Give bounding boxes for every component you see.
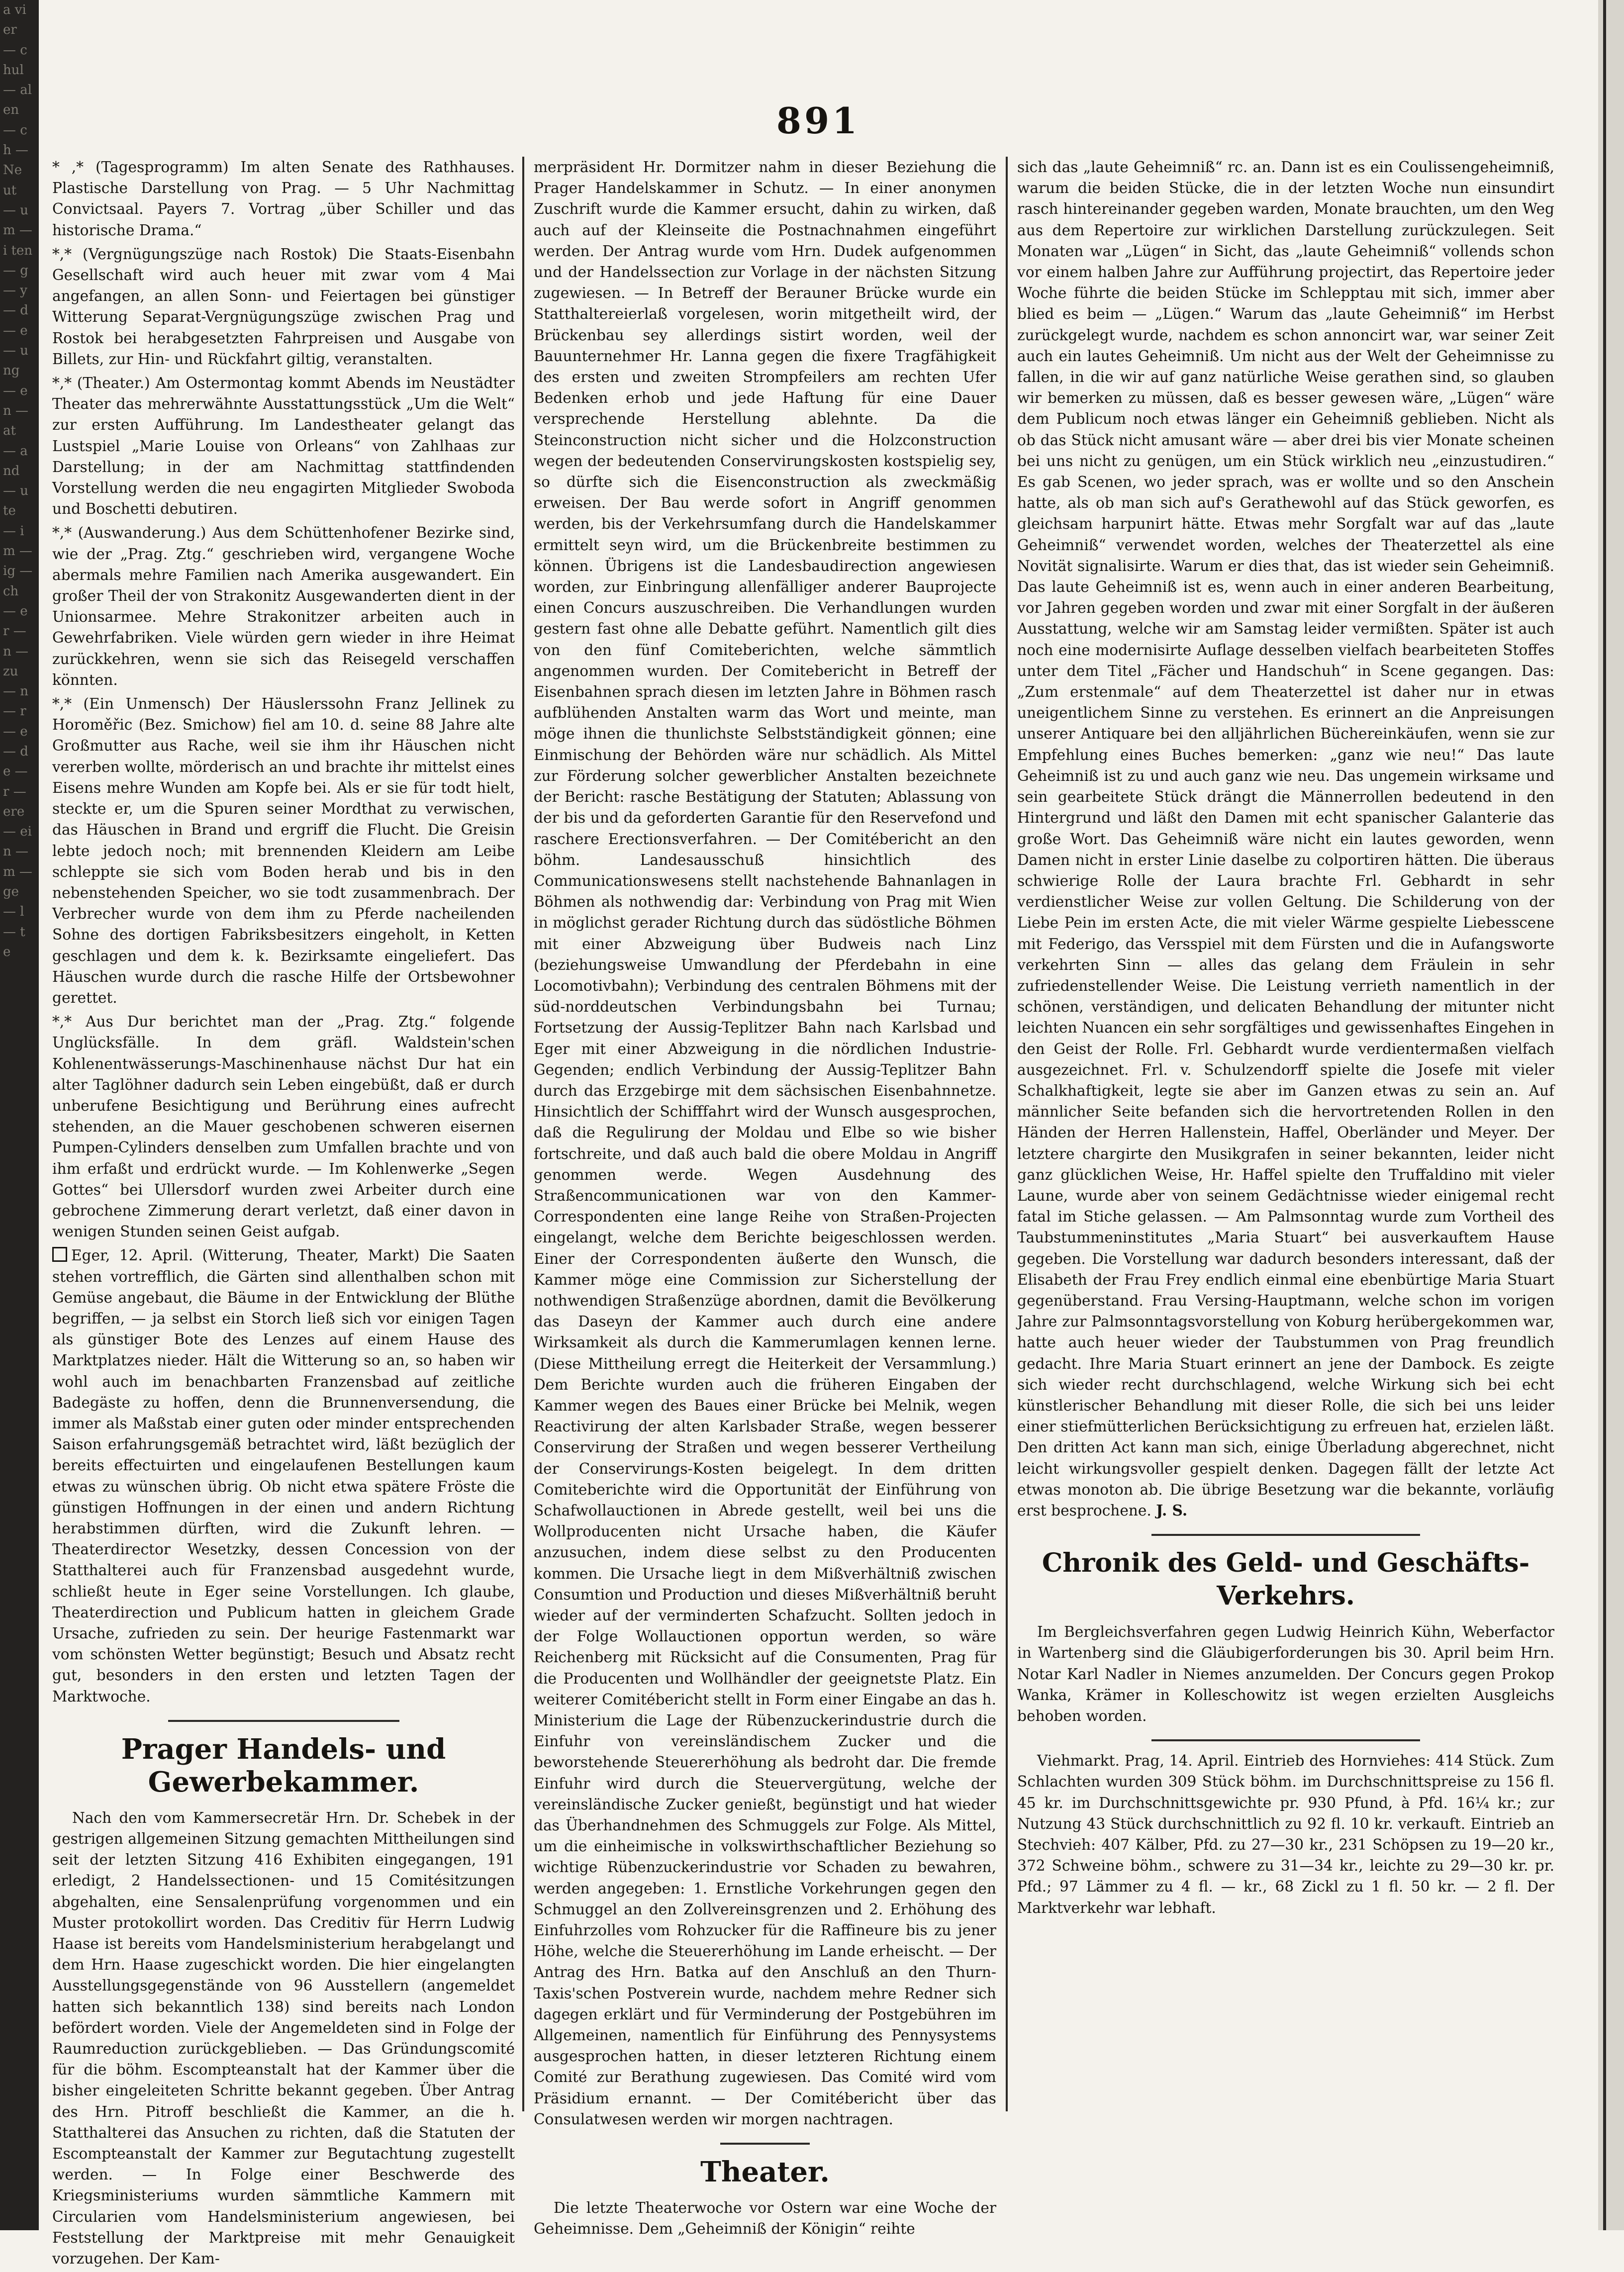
- column-2: [534, 157, 996, 2243]
- section-divider: [168, 1720, 399, 1722]
- article-eger: [52, 1245, 515, 1706]
- page-number: 891: [776, 99, 860, 142]
- column-rule: [1006, 157, 1008, 2111]
- scan-right-edge: [1598, 0, 1624, 2230]
- column-3: [1017, 157, 1554, 1921]
- column-rule: [522, 157, 524, 2111]
- section-divider: [720, 2143, 810, 2145]
- article-auswanderung: *,* (Auswanderung.) Aus dem Schüttenhofener Bezirke sind, wie der „Prag. Ztg.“ geschrieben wird, vergangene Woche abermals mehre Familien nach Amerika ausgewandert. Ein großer Theil der von Strakonitz Ausgewanderten dient in der Unionsarmee. Mehre Strakonitzer arbeiten auch in Gewehrfabriken. Viele würden gern wieder in ihre Heimat zurückkehren, wenn sie sich das Reisegeld verschaffen könnten.: [52, 524, 515, 688]
- author-signature: J. S.: [1156, 1502, 1188, 1519]
- article-handelskammer-part2: merpräsident Hr. Dormitzer nahm in dieser Beziehung die Prager Handelskammer in Schutz. — In einer anonymen Zuschrift wurde die Kammer ersucht, dahin zu wirken, daß auch auf der Kleinseite die Postnachnahmen eingeführt werden. Der Antrag wurde vom Hrn. Dudek aufgenommen und der Handelssection zur Vorlage in der nächsten Sitzung zugewiesen. — In Betreff der Berauner Brücke wurde ein Statthaltereierlaß vorgelesen, worin mitgetheilt wird, der Brückenbau sey allerdings sistirt worden, weil der Bauunternehmer Hr. Lanna gegen die fixere Tragfähigkeit des ersten und zweiten Strompfeilers am rechten Ufer Bedenken erhob und jede Haftung für eine Dauer versprechende Herstellung ablehnte. Da die Steinconstruction nicht sicher und die Holzconstruction wegen der bedeutenden Conservirungskosten kostspielig sey, so dürfte sich die Eisenconstruction als zweckmäßig erweisen. Der Bau werde sofort in Angriff genommen werden, bis der Verkehrsumfang durch die Handelskammer ermittelt seyn wird, um die Brückenbreite bestimmen zu können. Übrigens ist die Landesbaudirection angewiesen worden, zur Einbringung allenfälliger anderer Bauprojecte einen Concurs auszuschreiben. Die Verhandlungen wurden gestern fast ohne alle Debatte geführt. Namentlich gilt dies von den fünf Comiteberichten, welche sämmtlich angenommen wurden. Der Comitebericht in Betreff der Eisenbahnen sprach diesen im letzten Jahre in Böhmen rasch aufblühenden Anstalten warm das Wort und meinte, man möge ihnen die thunlichste Selbstständigkeit gönnen; eine Einmischung der Behörden wäre nur schädlich. Als Mittel zur Förderung solcher gewerblicher Anstalten bezeichnete der Bericht: rasche Bestätigung der Statuten; Ablassung von der bis und da geforderten Garantie für den Reservefond und raschere Erectionsverfahren. — Der Comitébericht an den böhm. Landesausschuß hinsichtlich des Communicationswesens stellt nachstehende Bahnanlagen in Böhmen als nothwendig dar: Verbindung von Prag mit Wien in möglichst gerader Richtung durch das südöstliche Böhmen mit einer Abzweigung über Budweis nach Linz (beziehungsweise Umwandlung der Pferdebahn in eine Locomotivbahn); Verbindung des centralen Böhmens mit der süd-norddeutschen Verbindungsbahn bei Turnau; Fortsetzung der Aussig-Teplitzer Bahn nach Karlsbad und Eger mit einer Abzweigung in die nördlichen Industrie-Gegenden; endlich Verbindung der Aussig-Teplitzer Bahn durch das Erzgebirge mit dem sächsischen Eisenbahnnetze. Hinsichtlich der Schifffahrt wird der Wunsch ausgesprochen, daß die Regulirung der Moldau und Elbe so wie bisher fortschreite, und daß auch bald die obere Moldau in Angriff genommen werde. Wegen Ausdehnung des Straßencommunicationen war von den Kammer-Correspondenten eine lange Reihe von Straßen-Projecten eingelangt, welche dem Berichte beigeschlossen werden. Einer der Correspondenten äußerte den Wunsch, die Kammer möge eine Commission zur Sicherstellung der nothwendigen Straßenzüge abordnen, damit die Bevölkerung das Daseyn der Kammer auch durch eine andere Wirksamkeit als durch die Kammerumlagen kennen lerne. (Diese Mittheilung erregt die Heiterkeit der Versammlung.) Dem Berichte wurden auch die früheren Eingaben der Kammer wegen des Baues einer Brücke bei Melnik, wegen Reactivirung der alten Karlsbader Straße, wegen besserer Conservirung der Straßen und wegen besserer Vertheilung der Conservirungs-Kosten beigelegt. In dem dritten Comiteberichte wird die Opportunität der Einführung von Schafwollauctionen in Abrede gestellt, weil bei uns die Wollproducenten nicht Ursache haben, die Käufer anzusuchen, indem diese selbst zu den Producenten kommen. Die Ursache liegt in dem Mißverhältniß zwischen Consumtion und Production und dieses Mißverhältniß beruht wieder auf der verminderten Schafzucht. Sollten jedoch in der Folge Wollauctionen opportun werden, so wäre Reichenberg mit Rücksicht auf die Consumenten, Prag für die Producenten und Wollhändler der geeignetste Platz. Ein weiterer Comitébericht stellt in Form einer Eingabe an das h. Ministerium die Lage der Rübenzuckerindustrie durch die Einfuhr von vereinsländischem Zucker und die beworstehende Steuererhöhung als bedroht dar. Die fremde Einfuhr wird durch die Steuervergütung, welche der vereinsländische Zucker genießt, begünstigt und hat wieder das Überhandnehmen des Schmuggels zur Folge. Als Mittel, um die einheimische in volkswirthschaftlicher Beziehung so wichtige Rübenzuckerindustrie vor Schaden zu bewahren, werden angegeben: 1. Ernstliche Vorkehrungen gegen den Schmuggel an den Zollvereinsgrenzen und 2. Erhöhung des Einfuhrzolles vom Rohzucker für die Raffineure bis zu jener Höhe, welche die Steuererhöhung im Lande erheischt. — Der Antrag des Hrn. Batka auf den Anschluß an den Thurn-Taxis'schen Postverein wurde, nachdem mehre Redner sich dagegen erklärt und für Verminderung der Postgebühren im Allgemeinen, namentlich für Einführung des Pennysystems ausgesprochen hatten, in dieser letzteren Richtung einem Comité zur Berathung zugewiesen. Das Comité wird vom Präsidium ernannt. — Der Comitébericht über das Consulatwesen werden wir morgen nachtragen.: [534, 159, 996, 2128]
- article-theater-news: *,* (Theater.) Am Ostermontag kommt Abends im Neustädter Theater das mehrerwähnte Ausstattungsstück „Um die Welt“ zur ersten Aufführung. Im Landestheater gelangt das Lustspiel „Marie Louise von Orleans“ von Zahlhaas zur Darstellung; in der am Nachmittag stattfindenden Vorstellung werden die neu engagirten Mitglieder Swoboda und Boschetti debutiren.: [52, 375, 515, 518]
- section-title-handelskammer: Prager Handels- und Gewerbekammer.: [121, 1732, 446, 1799]
- page-border-line: [1603, 0, 1606, 2230]
- article-theater-review-part1: Die letzte Theaterwoche vor Ostern war eine Woche der Geheimnisse. Dem „Geheimniß der Königin“ reihte: [534, 2199, 996, 2238]
- section-divider: [1151, 1739, 1420, 1741]
- column-1: [52, 157, 515, 2272]
- newspaper-page: [52, 0, 1579, 2268]
- adjacent-page-fragment: a vier — chul — alen — ch — Ne ut — um — i ten — g — y — d — e — ung — en — at — and — ute — im — ig — ch — er — n — zu — n — r — e — de — r — ere — ein — m — ge — l — te: [3, 2, 33, 959]
- article-aus-dur: *,* Aus Dur berichtet man der „Prag. Ztg.“ folgende Unglücksfälle. In dem gräfl. Waldstein'schen Kohlenentwässerungs-Maschinenhause nächst Dur hat ein alter Taglöhner dadurch sein Leben eingebüßt, daß er durch unberufene Besichtigung und Berührung eines aufrecht stehenden, an die Mauer geschobenen schweren eisernen Pumpen-Cylinders denselben zum Umfallen brachte und von ihm erfaßt und erdrückt wurde. — Im Kohlenwerke „Segen Gottes“ bei Ullersdorf wurden zwei Arbeiter durch eine gebrochene Zimmerung derart verletzt, daß einer davon in wenigen Stunden seinen Geist aufgab.: [52, 1013, 515, 1240]
- checkbox-icon: [52, 1247, 67, 1262]
- article-eger-text: Eger, 12. April. (Witterung, Theater, Markt) Die Saaten stehen vortrefflich, die Gärten sind allenthalben schon mit Gemüse angebaut, die Bäume in der Entwicklung der Blüthe begriffen, — ja selbst ein Storch ließ sich vor einigen Tagen als günstiger Bote des Lenzes auf einem Hause des Marktplatzes nieder. Hält die Witterung so an, so haben wir wohl auch im benachbarten Franzensbad auf zeitliche Badegäste zu hoffen, denn die Brunnenversendung, die immer als Maßstab einer guten oder minder entsprechenden Saison erfahrungsgemäß betrachtet wird, läßt bezüglich der bereits effectuirten und eingelaufenen Bestellungen kaum etwas zu wünschen übrig. Ob nicht etwa spätere Fröste die günstigen Hoffnungen in der einen und andern Richtung herabstimmen dürften, wird die Zukunft lehren. — Theaterdirector Wesetzky, dessen Concession von der Statthalterei auch für Franzensbad ausgedehnt wurde, schließt heute in Eger seine Vorstellungen. Ich glaube, Theaterdirection und Publicum hatten in gleichem Grade Ursache, zufrieden zu sein. Der heurige Fastenmarkt war vom schönsten Wetter begünstigt; Besuch und Absatz recht gut, besonders in den ersten und letzten Tagen der Marktwoche.: [52, 1247, 515, 1705]
- section-divider: [1151, 1534, 1420, 1536]
- section-title-theater: Theater.: [700, 2156, 830, 2189]
- article-theater-review-part2: [1017, 157, 1554, 1521]
- theater-review-text: sich das „laute Geheimniß“ rc. an. Dann ist es ein Coulissengeheimniß, warum die beiden Stücke, die in der letzten Woche nun einsundirt rasch hintereinander gegeben warden, Monate brauchten, um den Weg aus dem Repertoire zur wirklichen Darstellung zurückzulegen. Seit Monaten war „Lügen“ in Sicht, das „laute Geheimniß“ vollends schon vor einem halben Jahre zur Aufführung projectirt, das Repertoire jeder Woche führte die beiden Stücke im Schlepptau mit sich, immer aber blied es beim — „Lügen.“ Warum das „laute Geheimniß“ im Herbst zurückgelegt wurde, nachdem es schon annoncirt war, war seiner Zeit auch ein lautes Geheimniß. Um nicht aus der Welt der Geheimnisse zu fallen, in die wir auf ganz natürliche Weise gerathen sind, so glauben wir bemerken zu müssen, daß es besser gewesen wäre, „Lügen“ wäre dem Publicum noch etwas länger ein Geheimniß geblieben. Nicht als ob das Stück nicht amusant wäre — aber drei bis vier Monate scheinen bei uns nicht zu genügen, um ein Stück wirklich neu „einzustudiren.“ Es gab Scenen, wo jeder sprach, was er wollte und so den Anschein hatte, als ob man sich auf's Gerathewohl auf das Stück geworfen, es gleichsam harpunirt hätte. Etwas mehr Sorgfalt war auf das „laute Geheimniß“ verwendet worden, welches der Theaterzettel als eine Novität signalisirte. Warum er dies that, das ist wieder sein Geheimniß. Das laute Geheimniß ist es, wenn auch in einer anderen Bearbeitung, vor Jahren gegeben worden und zwar mit einer Sorgfalt in der äußeren Ausstattung, welche wir am Samstag leider vermißten. Später ist auch noch eine modernisirte Auflage desselben vielfach bearbeiteten Stoffes unter dem Titel „Fächer und Handschuh“ in Scene gegangen. Das: „Zum erstenmale“ auf dem Theaterzettel ist daher nur in etwas uneigentlichem Sinne zu verstehen. Es erinnert an die Anpreisungen unserer Antiquare bei den alljährlichen Büchereinkäufen, wenn sie zur Empfehlung eines Buches bemerken: „ganz wie neu!“ Das laute Geheimniß ist zu und auch ganz wie neu. Das ungemein wirksame und sein gearbeitete Stück drängt die Männerrollen bedeutend in den Hintergrund und läßt den Damen mit echt spanischer Galanterie das große Wort. Das Geheimniß wäre nicht ein lautes geworden, wenn Damen nicht in erster Linie daselbe zu colportiren hätten. Die überaus schwierige Rolle der Laura brachte Frl. Gebhardt in sehr verdienstlicher Weise zur vollen Geltung. Die Schilderung von der Liebe Pein im ersten Acte, die mit vieler Wärme gespielte Liebesscene mit Federigo, das Versspiel mit dem Fürsten und die in Aufangsworte verkehrten Sinn — alles das gelang dem Fräulein in sehr zufriedenstellender Weise. Die Leistung verrieth namentlich in der schönen, verständigen, und delicaten Behandlung der mitunter nicht leichten Nuancen ein sehr sorgfältiges und gewissenhaftes Eingehen in den Geist der Rolle. Frl. Gebhardt wurde verdientermaßen vielfach ausgezeichnet. Frl. v. Schulzendorff spielte die Josefe mit vieler Schalkhaftigkeit, legte sie aber im Ganzen etwas zu sein an. Auf männlicher Seite befanden sich die hervortretenden Rollen in den Händen der Herren Hallenstein, Haffel, Oberländer und Meyer. Der letztere chargirte den Musikgrafen in seiner bekannten, leider nicht ganz glücklichen Weise, Hr. Haffel spielte den Truffaldino mit vieler Laune, wurde aber von seinem Gedächtnisse wieder einigemal recht fatal im Stiche gelassen. — Am Palmsonntag wurde zum Vortheil des Taubstummeninstitutes „Maria Stuart“ bei ausverkauftem Hause gegeben. Die Vorstellung war dadurch besonders interessant, daß der Elisabeth der Frau Frey endlich einmal eine ebenbürtige Maria Stuart gegenüberstand. Frau Versing-Hauptmann, welche schon im vorigen Jahre zur Palmsonntagsvorstellung von Koburg herübergekommen war, hatte auch heuer wieder der Taubstummen von Prag freundlich gedacht. Ihre Maria Stuart erinnert an jene der Dambock. Es zeigte sich wieder recht durchschlagend, welche Wirkung sich bei echt künstlerischer Behandlung mit dieser Rolle, die sich bei uns leider einer stiefmütterlichen Berücksichtigung zu erfreuen hat, erzielen läßt. Den dritten Act kann man sich, einige Überladung abgerechnet, nicht leicht wirkungsvoller gespielt denken. Dagegen fällt der letzte Act etwas monoton ab. Die übrige Besetzung war die bekannte, vorläufig erst besprochene.: [1017, 159, 1554, 1519]
- article-viehmarkt: Viehmarkt. Prag, 14. April. Eintrieb des Hornviehes: 414 Stück. Zum Schlachten wurden 309 Stück böhm. im Durchschnittspreise zu 156 fl. 45 kr. im Durchschnittsgewichte pr. 930 Pfund, à Pfd. 16¼ kr.; zur Nutzung 43 Stück durchschnittlich zu 92 fl. 10 kr. verkauft. Eintrieb an Stechvieh: 407 Kälber, Pfd. zu 27—30 kr., 231 Schöpsen zu 19—20 kr., 372 Schweine böhm., schwere zu 31—34 kr., leichte zu 29—30 kr. pr. Pfd.; 97 Lämmer zu 4 fl. — kr., 68 Zickl zu 1 fl. 50 kr. — 2 fl. Der Marktverkehr war lebhaft.: [1017, 1752, 1554, 1916]
- article-ein-unmensch: *,* (Ein Unmensch) Der Häuslerssohn Franz Jellinek zu Horoměřic (Bez. Smichow) fiel am 10. d. seine 88 Jahre alte Großmutter aus Rache, weil sie ihm ihr Häuschen nicht vererben wollte, mörderisch an und brachte ihr mittelst eines Eisens mehre Wunden am Kopfe bei. Als er sie für todt hielt, steckte er, um die Spuren seiner Mordthat zu verwischen, das Häuschen in Brand und ergriff die Flucht. Die Greisin lebte jedoch noch; mit brennenden Kleidern am Leibe schleppte sie sich vom Boden herab und bis in den nebenstehenden Speicher, wo sie todt zusammenbrach. Der Verbrecher wurde von dem ihm zu Pferde nacheilenden Sohne des dortigen Fabriksbesitzers eingeholt, in Ketten geschlagen und dem k. k. Bezirksamte eingeliefert. Das Häuschen wurde durch die rasche Hilfe der Ortsbewohner gerettet.: [52, 695, 515, 1006]
- section-title-chronik: Chronik des Geld- und Geschäfts-Verkehrs.: [1042, 1548, 1530, 1611]
- article-handelskammer-part1: Nach den vom Kammersecretär Hrn. Dr. Schebek in der gestrigen allgemeinen Sitzung gemachten Mittheilungen sind seit der letzten Sitzung 416 Exhibiten eingegangen, 191 erledigt, 2 Handelssectionen- und 15 Comitésitzungen abgehalten, eine Sensalenprüfung vorgenommen und ein Muster protokollirt worden. Das Creditiv für Herrn Ludwig Haase ist bereits vom Handelsministerium herabgelangt und dem Hrn. Haase zugeschickt worden. Die hier eingelangten Ausstellungsgegenstände von 96 Ausstellern (angemeldet hatten sich bekanntlich 138) sind bereits nach London befördert worden. Viele der Angemeldeten sind in Folge der Raumreduction zurückgeblieben. — Das Gründungscomité für die böhm. Escompteanstalt hat der Kammer über die bisher eingeleiteten Schritte bekannt gegeben. Über Antrag des Hrn. Pitroff beschließt die Kammer, an die h. Statthalterei das Ansuchen zu richten, daß die Statuten der Escompteanstalt der Kammer zur Begutachtung zugestellt werden. — In Folge einer Beschwerde des Kriegsministeriums wurden sämmtliche Kammern mit Circularien vom Handelsministerium angewiesen, bei Feststellung der Marktpreise mit mehr Genauigkeit vorzugehen. Der Kam-: [52, 1809, 515, 2268]
- article-vergnuegungszuege: *,* (Vergnügungszüge nach Rostok) Die Staats-Eisenbahn Gesellschaft wird auch heuer mit zwar vom 4 Mai angefangen, an allen Sonn- und Feiertagen bei günstiger Witterung Separat-Vergnügungszüge zwischen Prag und Rostok bei herabgesetzten Fahrpreisen und Ausgabe von Billets, zur Hin- und Rückfahrt giltig, veranstalten.: [52, 245, 515, 368]
- scan-left-edge: [0, 0, 39, 2230]
- article-tagesprogramm: * ,* (Tagesprogramm) Im alten Senate des Rathhauses. Plastische Darstellung von Prag. — 5 Uhr Nachmittag Convictsaal. Payers 7. Vortrag „über Schiller und das historische Drama.“: [52, 159, 515, 239]
- article-vergleichsverfahren: Im Bergleichsverfahren gegen Ludwig Heinrich Kühn, Weberfactor in Wartenberg sind die Gläubigerforderungen bis 30. April beim Hrn. Notar Karl Nadler in Niemes anzumelden. Der Concurs gegen Prokop Wanka, Krämer in Kolleschowitz ist wegen erzielten Ausgleichs behoben worden.: [1017, 1623, 1554, 1725]
